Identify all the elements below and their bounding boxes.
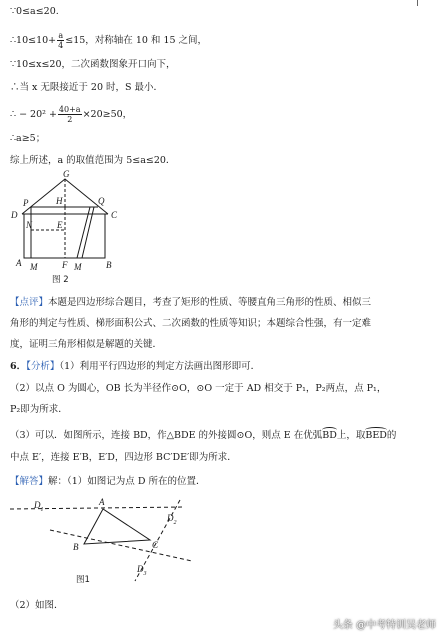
answer-line-1 <box>10 476 205 488</box>
label-a: A <box>99 497 105 507</box>
text-line-5-b: ×20≥50， <box>82 109 133 120</box>
page-edge-mark <box>417 0 418 6</box>
question-6-analysis-line <box>10 361 260 373</box>
analysis-line-3: P₂即为所求． <box>10 404 68 415</box>
label-h: H <box>56 196 63 206</box>
label-e: E <box>57 220 63 230</box>
label-m-right: M <box>74 262 82 272</box>
label-b: B <box>73 542 79 552</box>
text-line-2-a: ∴10≤10+ <box>10 35 57 46</box>
label-d2: $D_2$ <box>167 513 177 526</box>
question-number: 6． <box>10 361 27 372</box>
text-line-6: ∴a≥5； <box>10 133 46 144</box>
label-a: A <box>16 258 22 268</box>
comment-line-1 <box>10 297 371 309</box>
triangle-abc <box>84 509 150 544</box>
label-m-left: M <box>30 262 38 272</box>
answer-text: 解：（1）如图记为点 D 所在的位置． <box>48 476 206 487</box>
text-line-2-b: ≤15，对称轴在 10 和 15 之间， <box>65 35 208 46</box>
arc-bed: BED <box>365 430 387 441</box>
text-line-1: ∵0≤a≤20. <box>10 6 59 17</box>
dashed-line-through-b <box>50 530 192 561</box>
analysis-line-4-a: （3）可以．如图所示，连接 BD，作△BDE 的外接圆⊙O，则点 E 在优弧 <box>10 430 323 441</box>
fraction-denominator: 4 <box>58 41 64 50</box>
arc-bd: BD <box>322 430 337 441</box>
fraction-40-plus-a-over-2 <box>58 105 82 124</box>
fraction-numerator: a <box>58 31 64 40</box>
text-line-2 <box>10 31 207 50</box>
figure-1-caption: 图1 <box>76 575 90 585</box>
fraction-denominator: 2 <box>67 115 73 124</box>
label-d: D <box>11 210 18 220</box>
label-c: C <box>152 540 159 550</box>
analysis-tag: 【分析】 <box>26 361 60 372</box>
label-c: C <box>111 210 118 220</box>
fraction-numerator: 40+a <box>58 105 81 114</box>
analysis-line-4-b: 上，取 <box>336 430 366 441</box>
analysis-text: （1）利用平行四边形的判定方法画出图形即可． <box>59 361 261 372</box>
analysis-line-4 <box>10 430 396 442</box>
label-p: P <box>23 198 29 208</box>
rectangle-abcd <box>24 214 105 258</box>
analysis-line-2: （2）以点 O 为圆心，OB 长为半径作⊙O，⊙O 一定于 AD 相交于 P₁，P₂两点，点 P₁， <box>10 383 387 394</box>
fraction-a-over-4 <box>57 31 64 50</box>
answer-tag: 【解答】 <box>10 476 49 487</box>
label-d3: $D_3$ <box>137 564 147 577</box>
answer-line-2: （2）如图． <box>10 600 64 611</box>
text-line-7: 综上所述，a 的取值范围为 5≤a≤20． <box>10 155 176 166</box>
analysis-line-4-c: 的 <box>386 430 397 441</box>
text-line-3: ∵10≤x≤20，二次函数图象开口向下， <box>10 59 176 70</box>
figure-1-diagram <box>10 496 200 586</box>
text-line-5 <box>10 105 132 124</box>
analysis-line-5: 中点 E′，连接 E′B，E′D，四边形 BC′DE′即为所求． <box>10 452 237 463</box>
text-line-4: ∴当 x 无限接近于 20 时，S 最小． <box>10 82 164 93</box>
comment-tag: 【点评】 <box>10 297 49 308</box>
figure-2-caption: 图 2 <box>52 275 69 285</box>
label-f: F <box>62 260 68 270</box>
label-n: N <box>26 220 33 230</box>
watermark-text: 头条 @中考特训吴老师 <box>332 620 436 631</box>
text-line-5-a: ∴ − 20² + <box>10 109 57 120</box>
comment-line-2: 角形的判定与性质、梯形面积公式、二次函数的性质等知识；本题综合性强，有一定难 <box>10 318 372 329</box>
label-d1: $D_1$ <box>34 500 44 513</box>
label-q: Q <box>98 196 105 206</box>
comment-line-3: 度，证明三角形相似是解题的关键． <box>10 339 163 350</box>
figure-2-diagram <box>8 170 128 285</box>
comment-text: 本题是四边形综合题目，考查了矩形的性质、等腰直角三角形的性质、相似三 <box>48 297 372 308</box>
label-g: G <box>63 169 70 179</box>
label-b: B <box>106 260 112 270</box>
